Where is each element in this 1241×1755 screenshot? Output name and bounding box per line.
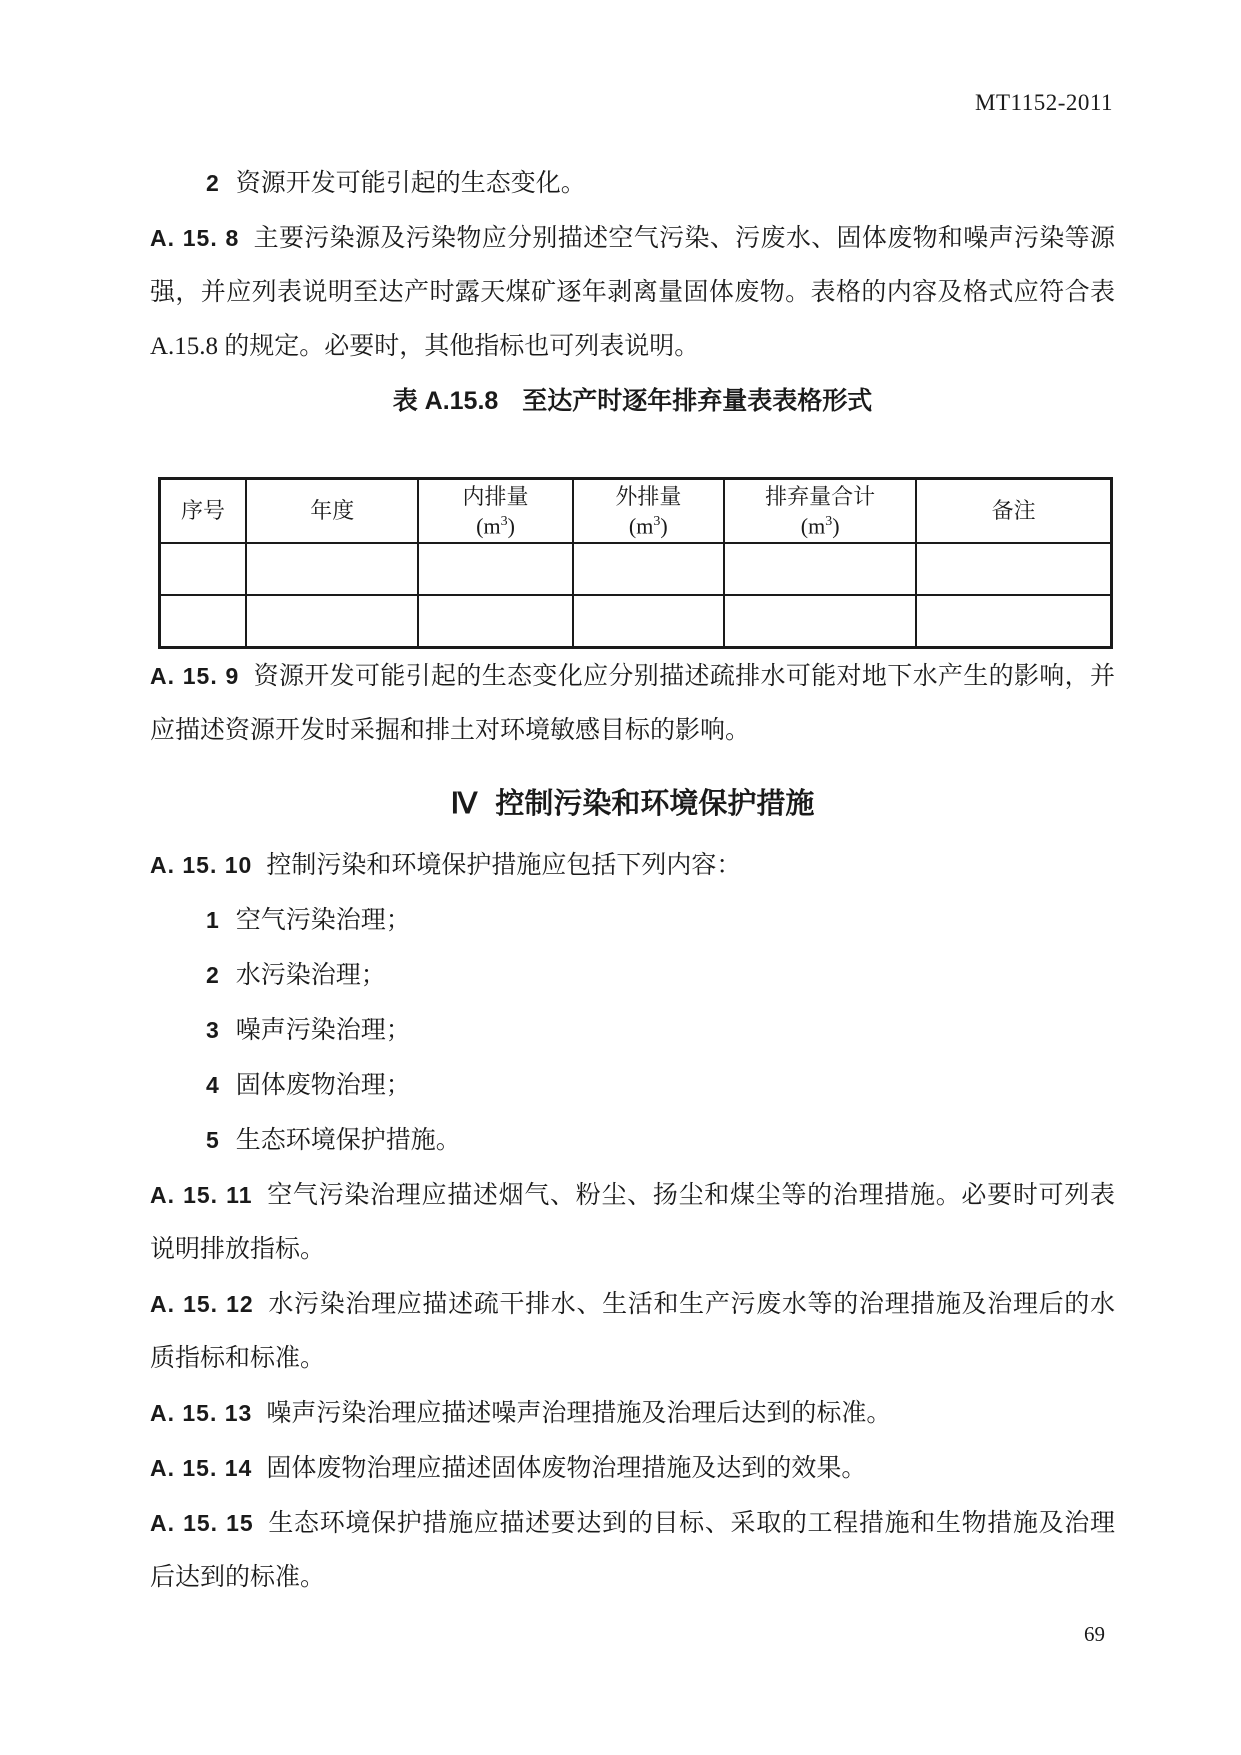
- clause-a15-10: [150, 838, 1115, 893]
- clause-a15-11-label: A. 15. 11: [150, 1182, 253, 1208]
- clause-a15-15: [150, 1496, 1115, 1605]
- list-item-number: 4: [206, 1072, 220, 1098]
- table-header-row: [160, 479, 1112, 544]
- table-caption-number: 表 A.15.8: [392, 387, 499, 415]
- clause-a15-10-label: A. 15. 10: [150, 852, 253, 878]
- table-cell: [573, 543, 724, 595]
- table-cell: [418, 543, 572, 595]
- table-cell: [916, 595, 1111, 648]
- clause-a15-8-text: 主要污染源及污染物应分别描述空气污染、污废水、固体废物和噪声污染等源强，并应列表说明至达产时露天煤矿逐年剥离量固体废物。表格的内容及格式应符合表 A.15.8 的规定。必要时，其他指标也可列表说明。: [150, 225, 1115, 360]
- page-number: 69: [1084, 1622, 1105, 1646]
- table-cell: [724, 595, 916, 648]
- column-header-internal-discharge: 内排量 $(m^3)$: [418, 479, 572, 544]
- list-item-text: 固体废物治理；: [235, 1072, 411, 1099]
- clause-a15-14-label: A. 15. 14: [150, 1455, 253, 1481]
- section-number: Ⅳ: [450, 788, 478, 820]
- clause-a15-12-label: A. 15. 12: [150, 1291, 254, 1317]
- list-item-noise: [150, 1003, 1115, 1058]
- clause-a15-12: [150, 1277, 1115, 1386]
- table-cell: [573, 595, 724, 648]
- table-caption: [150, 374, 1115, 428]
- column-header-serial: 序号: [160, 479, 247, 544]
- list-item-text: 资源开发可能引起的生态变化。: [235, 170, 586, 197]
- list-item-number: 3: [206, 1017, 220, 1043]
- list-item-text: 噪声污染治理；: [235, 1017, 411, 1044]
- clause-a15-12-text: 水污染治理应描述疏干排水、生活和生产污废水等的治理措施及治理后的水质指标和标准。: [150, 1291, 1115, 1372]
- page-content: [150, 0, 1115, 1605]
- table-cell: [246, 595, 418, 648]
- table-row: [160, 595, 1112, 648]
- clause-a15-14: [150, 1441, 1115, 1496]
- table-cell: [724, 543, 916, 595]
- table-cell: [160, 543, 247, 595]
- section-heading-iv: [150, 782, 1115, 826]
- table-cell: [246, 543, 418, 595]
- list-item-water: [150, 948, 1115, 1003]
- table-cell: [160, 595, 247, 648]
- list-item-2-prev-section: [150, 156, 1115, 211]
- clause-a15-9: [150, 649, 1115, 758]
- list-item-number: 1: [206, 907, 220, 933]
- clause-a15-8: [150, 211, 1115, 374]
- clause-a15-8-label: A. 15. 8: [150, 225, 240, 251]
- table-row: [160, 543, 1112, 595]
- clause-a15-11-text: 空气污染治理应描述烟气、粉尘、扬尘和煤尘等的治理措施。必要时可列表说明排放指标。: [150, 1182, 1115, 1263]
- clause-a15-11: [150, 1168, 1115, 1277]
- list-item-text: 生态环境保护措施。: [235, 1127, 461, 1154]
- list-item-text: 水污染治理；: [235, 962, 386, 989]
- column-header-remarks: 备注: [916, 479, 1111, 544]
- column-header-external-discharge: 外排量 $(m^3)$: [573, 479, 724, 544]
- list-item-text: 空气污染治理；: [235, 907, 411, 934]
- section-title: 控制污染和环境保护措施: [495, 788, 815, 820]
- clause-a15-15-label: A. 15. 15: [150, 1510, 254, 1536]
- table-cell: [418, 595, 572, 648]
- clause-a15-14-text: 固体废物治理应描述固体废物治理措施及达到的效果。: [266, 1455, 867, 1482]
- list-item-ecology: [150, 1113, 1115, 1168]
- discharge-volume-table: [158, 477, 1113, 649]
- table-caption-title: 至达产时逐年排弃量表表格形式: [522, 387, 873, 415]
- list-item-solid-waste: [150, 1058, 1115, 1113]
- clause-a15-15-text: 生态环境保护措施应描述要达到的目标、采取的工程措施和生物措施及治理后达到的标准。: [150, 1510, 1115, 1591]
- column-header-total-discharge: 排弃量合计 $(m^3)$: [724, 479, 916, 544]
- list-item-air: [150, 893, 1115, 948]
- clause-a15-13-text: 噪声污染治理应描述噪声治理措施及治理后达到的标准。: [266, 1400, 892, 1427]
- clause-a15-10-text: 控制污染和环境保护措施应包括下列内容：: [266, 852, 742, 879]
- clause-a15-9-text: 资源开发可能引起的生态变化应分别描述疏排水可能对地下水产生的影响，并应描述资源开发时采掘和排土对环境敏感目标的影响。: [150, 663, 1115, 744]
- list-item-number: 5: [206, 1127, 220, 1153]
- clause-a15-13: [150, 1386, 1115, 1441]
- clause-a15-13-label: A. 15. 13: [150, 1400, 253, 1426]
- column-header-year: 年度: [246, 479, 418, 544]
- clause-a15-9-label: A. 15. 9: [150, 663, 240, 689]
- table-cell: [916, 543, 1111, 595]
- list-item-number: 2: [206, 170, 220, 196]
- list-item-number: 2: [206, 962, 220, 988]
- doc-code: MT1152-2011: [975, 90, 1113, 115]
